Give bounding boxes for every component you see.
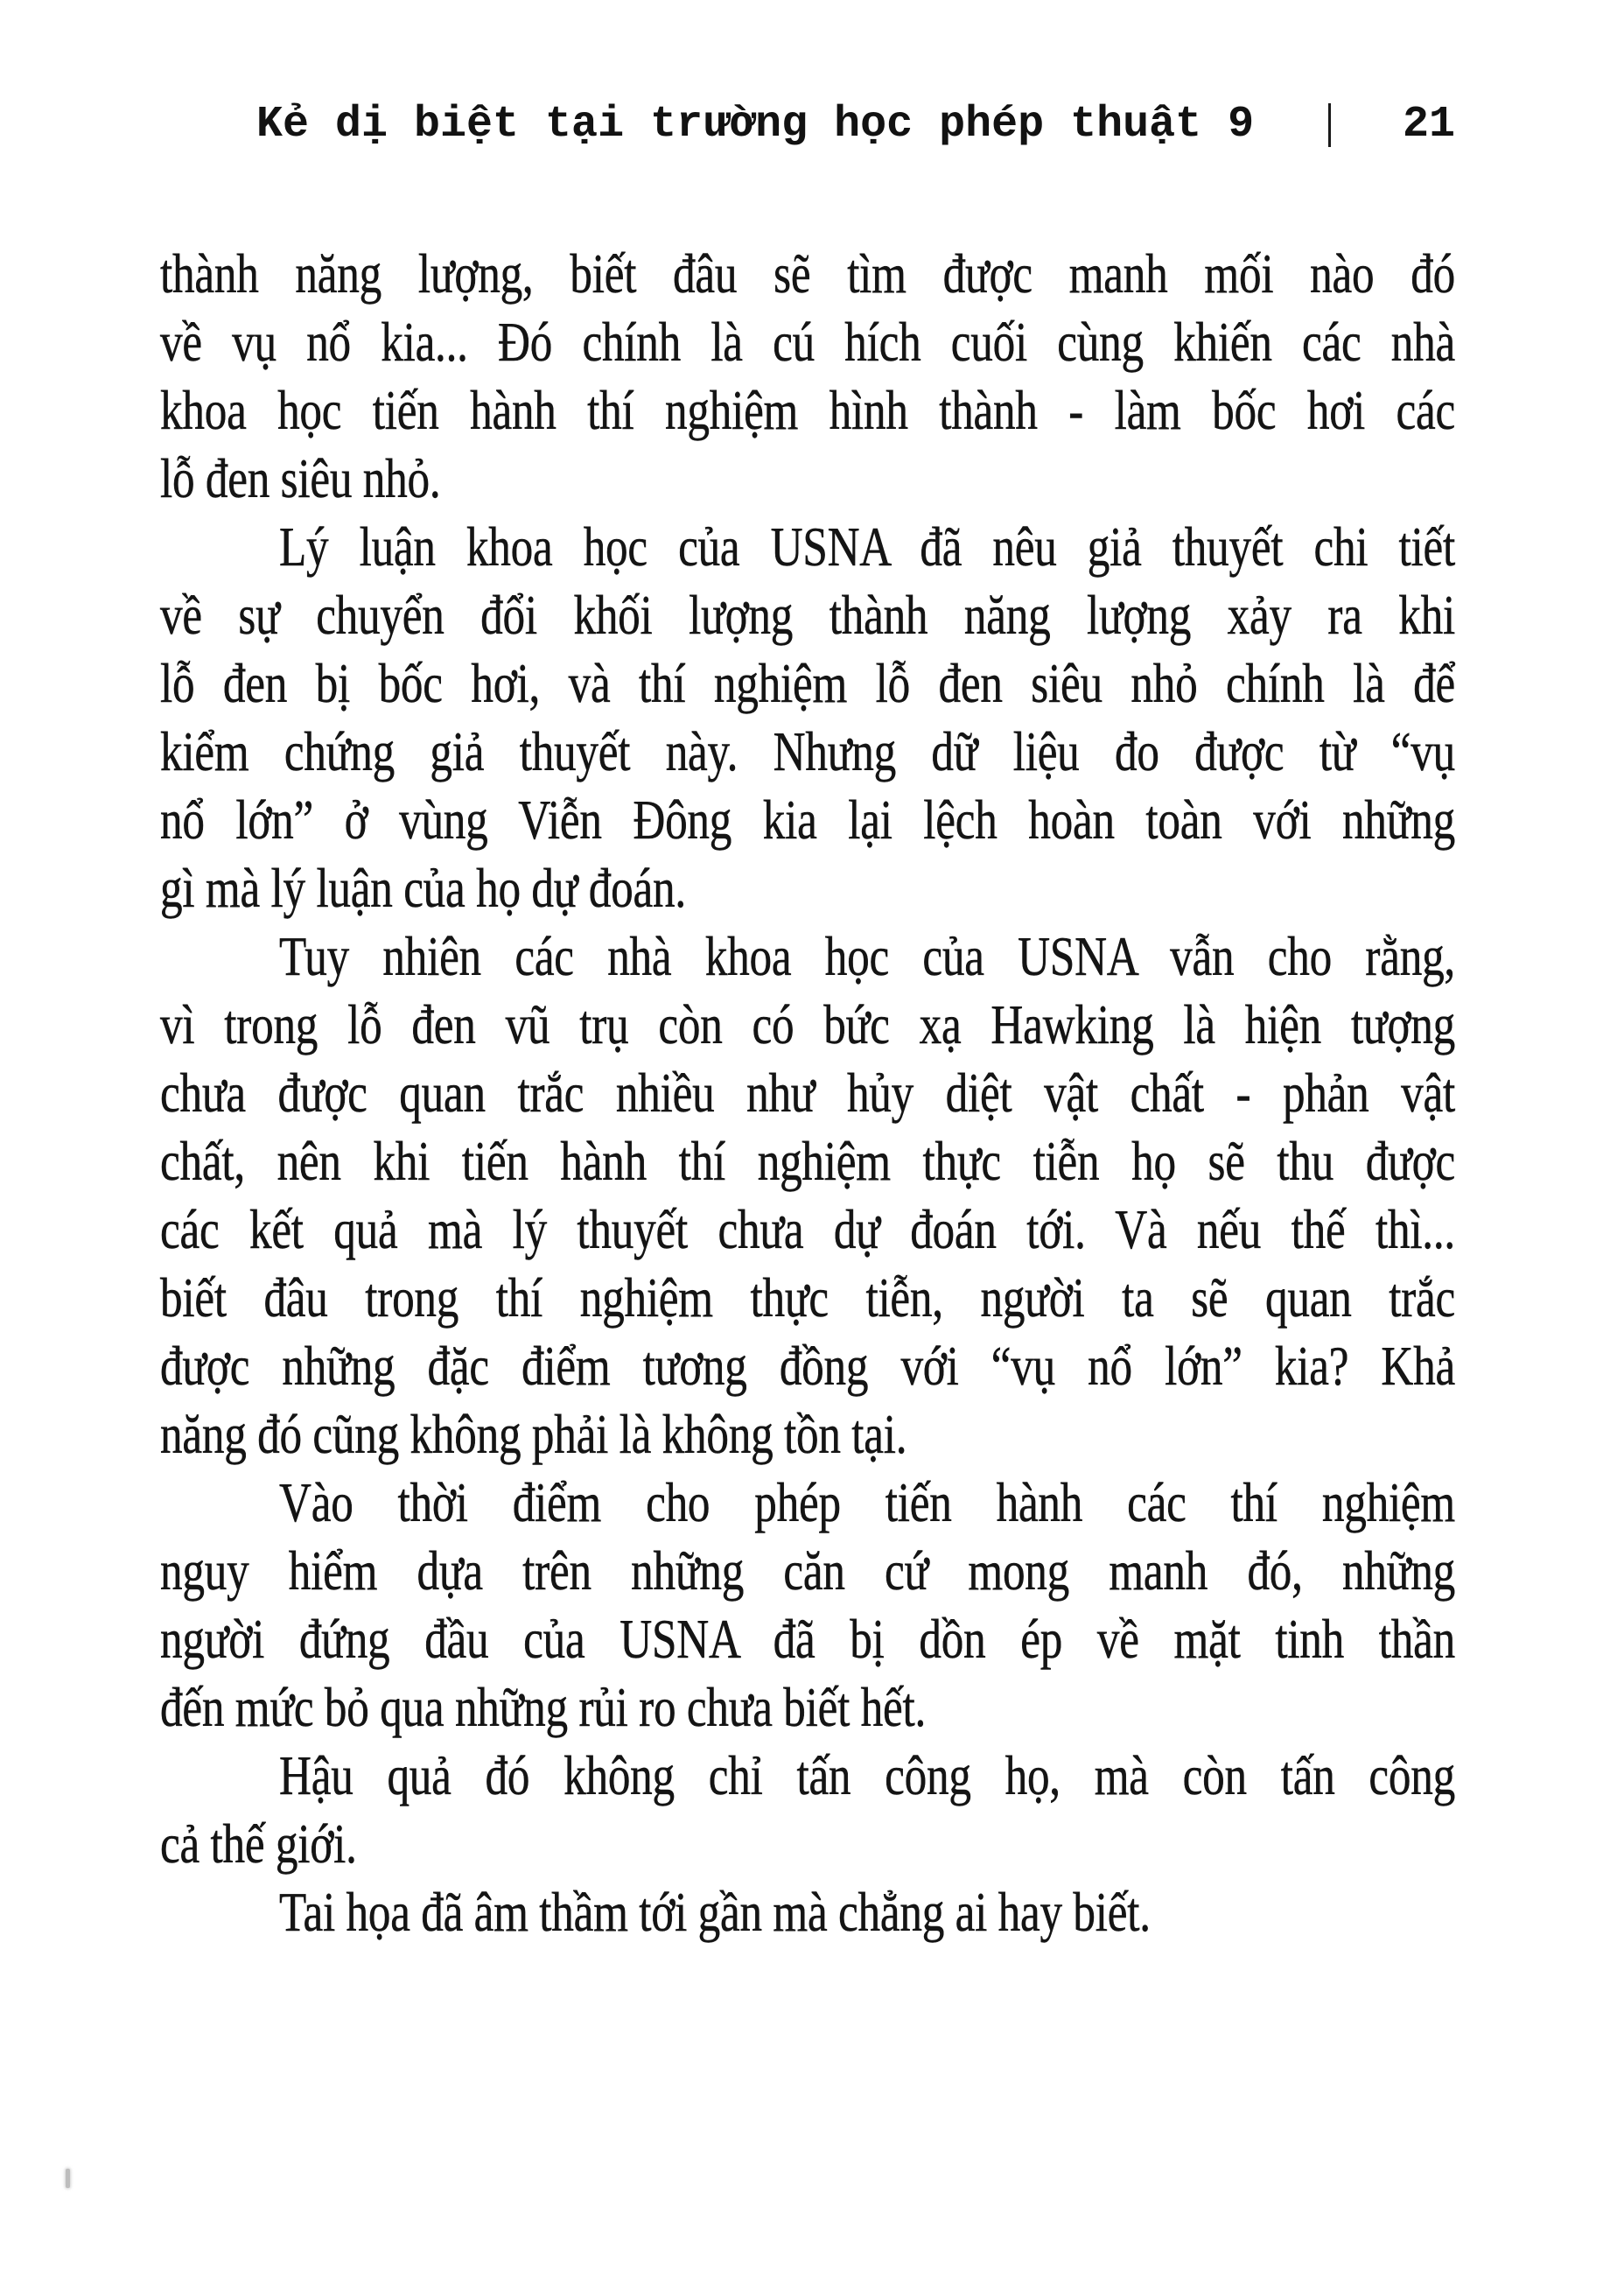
text-line: Tai họa đã âm thầm tới gần mà chẳng ai hay biết. xyxy=(279,1881,1151,1943)
header-divider xyxy=(1328,103,1331,147)
text-line: Hậu quả đó không chỉ tấn công họ, mà còn tấn công xyxy=(279,1744,1455,1806)
text-line: được những đặc điểm tương đồng với “vụ nổ lớn” kia? Khả xyxy=(160,1335,1455,1397)
text-line: cả thế giới. xyxy=(160,1813,357,1875)
page-number: 21 xyxy=(1402,100,1455,150)
text-line: lỗ đen bị bốc hơi, và thí nghiệm lỗ đen siêu nhỏ chính là để xyxy=(160,652,1455,714)
text-line: nổ lớn” ở vùng Viễn Đông kia lại lệch hoàn toàn với những xyxy=(160,789,1455,851)
text-line: Tuy nhiên các nhà khoa học của USNA vẫn cho rằng, xyxy=(279,925,1455,987)
text-line: biết đâu trong thí nghiệm thực tiễn, người ta sẽ quan trắc xyxy=(160,1266,1455,1329)
text-line: về sự chuyển đổi khối lượng thành năng lượng xảy ra khi xyxy=(160,584,1455,646)
text-line: về vụ nổ kia... Đó chính là cú hích cuối cùng khiến các nhà xyxy=(160,311,1455,373)
paragraph xyxy=(160,1878,1455,1946)
paragraph xyxy=(160,1469,1455,1742)
text-line: chất, nên khi tiến hành thí nghiệm thực tiễn họ sẽ thu được xyxy=(160,1130,1455,1192)
text-line: khoa học tiến hành thí nghiệm hình thành - làm bốc hơi các xyxy=(160,379,1455,441)
running-header-title: Kẻ dị biệt tại trường học phép thuật 9 xyxy=(256,100,1255,150)
text-line: nguy hiểm dựa trên những căn cứ mong manh đó, những xyxy=(160,1539,1455,1602)
text-line: người đứng đầu của USNA đã bị dồn ép về mặt tinh thần xyxy=(160,1608,1455,1670)
text-line: vì trong lỗ đen vũ trụ còn có bức xạ Hawking là hiện tượng xyxy=(160,993,1455,1055)
paragraph xyxy=(160,1742,1455,1878)
text-line: thành năng lượng, biết đâu sẽ tìm được manh mối nào đó xyxy=(160,242,1455,305)
text-line: chưa được quan trắc nhiều như hủy diệt vật chất - phản vật xyxy=(160,1062,1455,1124)
text-line: đến mức bỏ qua những rủi ro chưa biết hết. xyxy=(160,1676,927,1738)
paragraph xyxy=(160,922,1455,1469)
paragraph xyxy=(160,240,1455,513)
paragraph xyxy=(160,513,1455,922)
text-line: kiểm chứng giả thuyết này. Nhưng dữ liệu đo được từ “vụ xyxy=(160,720,1455,782)
text-line: gì mà lý luận của họ dự đoán. xyxy=(160,857,686,919)
page-header xyxy=(160,98,1455,152)
text-line: năng đó cũng không phải là không tồn tại. xyxy=(160,1403,907,1465)
scan-artifact-mark xyxy=(66,2169,70,2188)
text-line: các kết quả mà lý thuyết chưa dự đoán tới. Và nếu thế thì... xyxy=(160,1198,1455,1260)
body-text xyxy=(160,240,1455,1946)
text-line: lỗ đen siêu nhỏ. xyxy=(160,447,441,509)
text-line: Vào thời điểm cho phép tiến hành các thí nghiệm xyxy=(279,1471,1455,1533)
text-line: Lý luận khoa học của USNA đã nêu giả thuyết chi tiết xyxy=(279,515,1455,578)
